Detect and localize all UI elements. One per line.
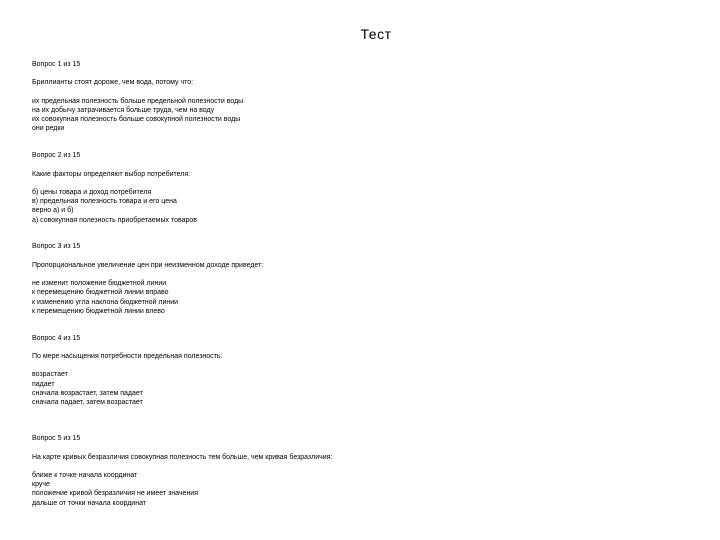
spacer bbox=[32, 316, 692, 334]
answer-option[interactable]: к изменению угла наклона бюджетной линии bbox=[32, 298, 179, 306]
spacer bbox=[32, 134, 692, 152]
answer-option[interactable]: в) предельная полезность товара и его цена bbox=[32, 198, 177, 206]
answer-option[interactable]: сначала возрастает, затем падает bbox=[32, 389, 143, 397]
question-text: На карте кривых безразличия совокупная полезность тем больше, чем кривая безразличия: bbox=[32, 453, 333, 461]
question-number: Вопрос 3 из 15 bbox=[32, 243, 81, 251]
answer-list bbox=[32, 188, 692, 225]
question-number: Вопрос 5 из 15 bbox=[32, 435, 81, 443]
question-1 bbox=[32, 60, 692, 134]
answer-list bbox=[32, 97, 692, 134]
question-text: Пропорциональное увеличение цен при неизменном доходе приведет: bbox=[32, 261, 264, 269]
answer-option[interactable]: положение кривой безразличия не имеет значения bbox=[32, 490, 199, 498]
page-title: Тест bbox=[360, 26, 392, 42]
answer-option[interactable]: а) совокупная полезность приобретаемых товаров bbox=[32, 216, 198, 224]
question-5 bbox=[32, 434, 692, 508]
answer-list bbox=[32, 471, 692, 508]
answer-option[interactable]: сначала падает, затем возрастает bbox=[32, 398, 143, 406]
question-text: Какие факторы определяют выбор потребителя: bbox=[32, 170, 191, 178]
answer-option[interactable]: круче bbox=[32, 481, 50, 489]
question-2 bbox=[32, 151, 692, 225]
answer-option[interactable]: возрастает bbox=[32, 371, 68, 379]
answer-list bbox=[32, 370, 692, 407]
answer-option[interactable]: они редки bbox=[32, 125, 65, 133]
answer-option[interactable]: дальше от точки начала координат bbox=[32, 499, 147, 507]
answer-option[interactable]: не изменит положение бюджетной линии bbox=[32, 280, 167, 288]
answer-option[interactable]: на их добычу затрачивается больше труда, чем на воду bbox=[32, 106, 215, 114]
answer-option[interactable]: их предельная полезность больше предельной полезности воды bbox=[32, 97, 244, 105]
question-number: Вопрос 2 из 15 bbox=[32, 152, 81, 160]
answer-option[interactable]: ближе к точке начала координат bbox=[32, 471, 138, 479]
spacer bbox=[32, 225, 692, 243]
question-3 bbox=[32, 242, 692, 316]
question-text: По мере насыщения потребности предельная полезность: bbox=[32, 352, 223, 360]
question-4 bbox=[32, 334, 692, 408]
quiz-content bbox=[32, 60, 692, 508]
answer-option[interactable]: к перемещению бюджетной линии вправо bbox=[32, 289, 169, 297]
question-number: Вопрос 1 из 15 bbox=[32, 61, 81, 68]
answer-option[interactable]: их совокупная полезность больше совокупной полезности воды bbox=[32, 116, 241, 124]
answer-option[interactable]: верно а) и б) bbox=[32, 207, 74, 215]
answer-option[interactable]: падает bbox=[32, 380, 55, 388]
answer-option[interactable]: к перемещению бюджетной линии влево bbox=[32, 307, 165, 315]
question-text: Бриллианты стоят дороже, чем вода, потому что: bbox=[32, 79, 194, 87]
question-number: Вопрос 4 из 15 bbox=[32, 334, 81, 342]
spacer bbox=[32, 407, 692, 434]
answer-option[interactable]: б) цены товара и доход потребителя bbox=[32, 188, 152, 196]
answer-list bbox=[32, 279, 692, 316]
